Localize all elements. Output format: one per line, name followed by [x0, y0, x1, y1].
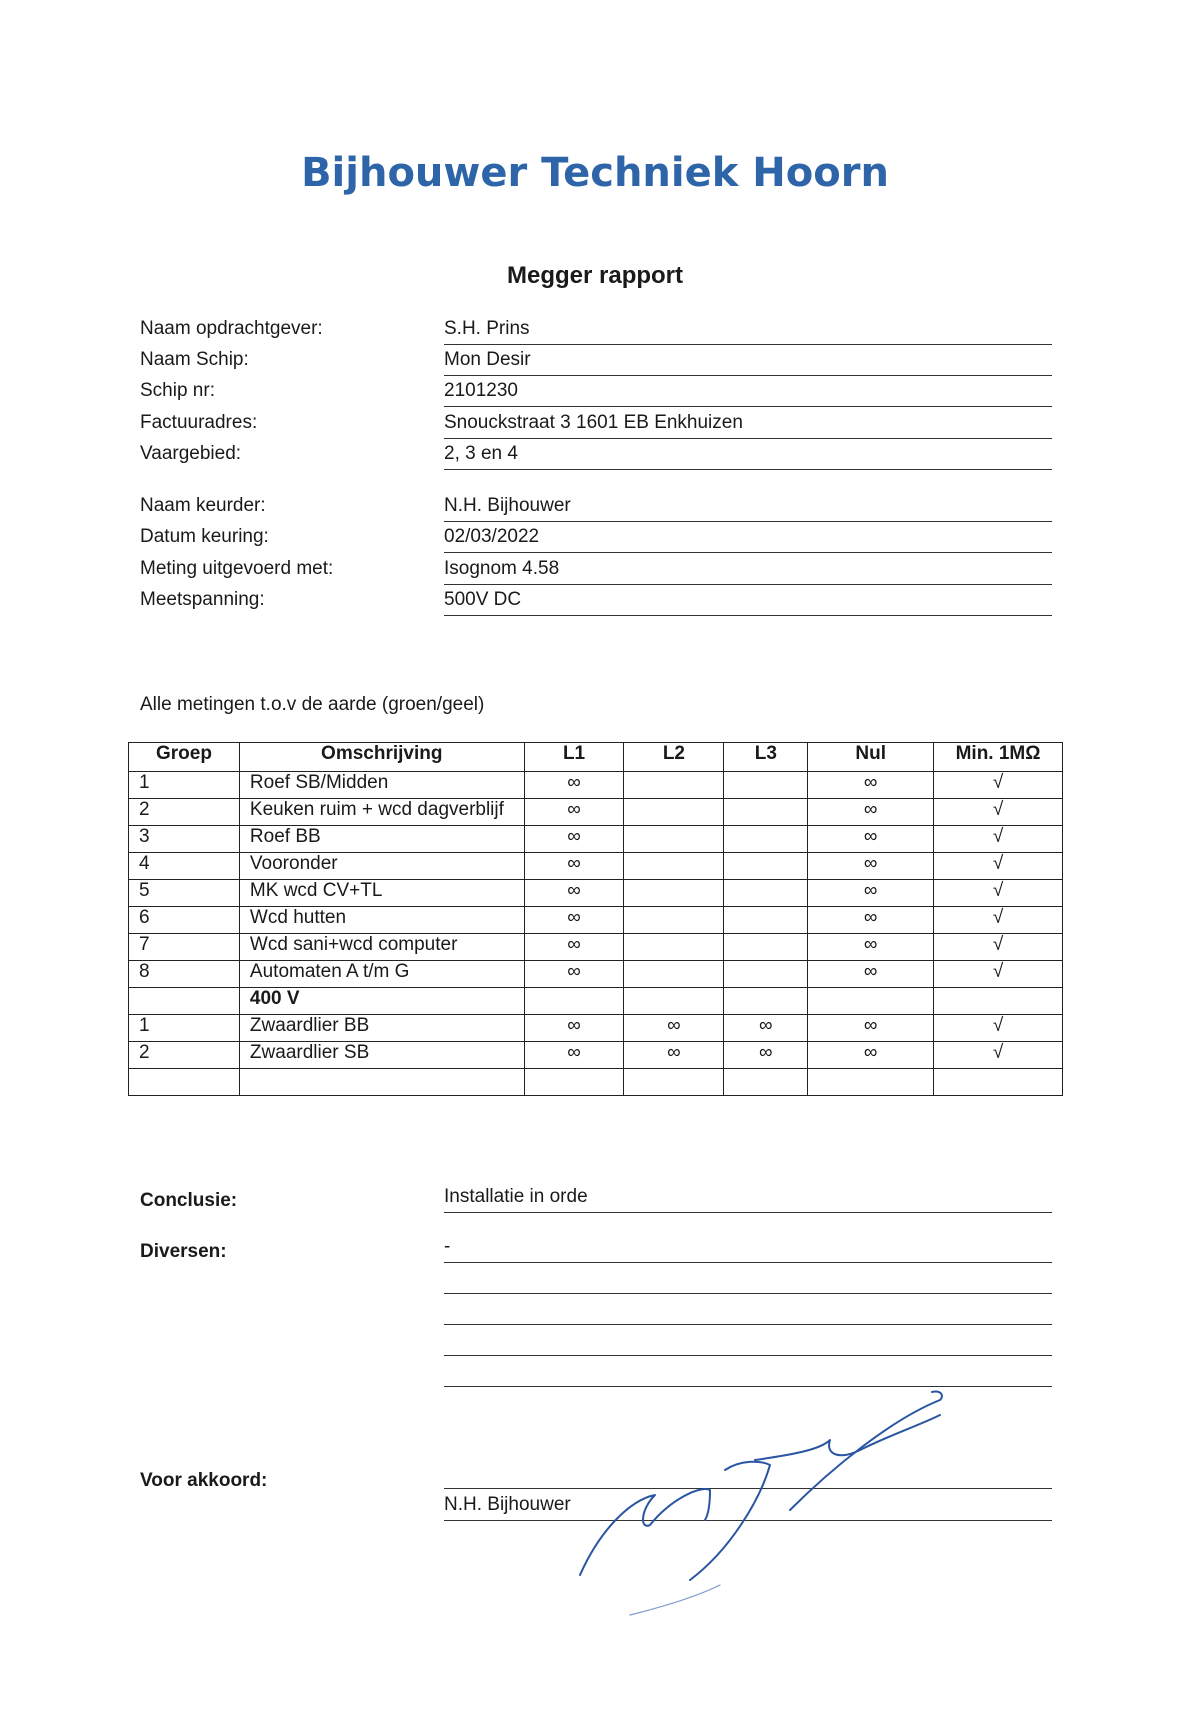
table-header-row [129, 743, 1063, 772]
table-row [129, 988, 1063, 1015]
cell-description: MK wcd CV+TL [239, 880, 524, 907]
cell-l3 [724, 988, 808, 1015]
cell-min-resistance: √ [934, 961, 1063, 988]
cell-l1 [524, 1069, 624, 1096]
field-value: 2, 3 en 4 [444, 443, 1052, 470]
cell-neutral: ∞ [808, 961, 934, 988]
cell-neutral: ∞ [808, 1042, 934, 1069]
field-label: Schip nr: [140, 380, 215, 401]
cell-l1: ∞ [524, 1042, 624, 1069]
field-label: Factuuradres: [140, 412, 258, 433]
field-value: Isognom 4.58 [444, 558, 1052, 585]
cell-group: 3 [129, 826, 240, 853]
cell-group: 4 [129, 853, 240, 880]
table-row [129, 1042, 1063, 1069]
cell-l3 [724, 934, 808, 961]
cell-l2 [624, 772, 724, 799]
field-label: Naam keurder: [140, 495, 266, 516]
cell-description: Zwaardlier SB [239, 1042, 524, 1069]
cell-l2 [624, 880, 724, 907]
field-invoice-address [140, 412, 1052, 442]
field-value: N.H. Bijhouwer [444, 495, 1052, 522]
cell-l3: ∞ [724, 1042, 808, 1069]
cell-l1: ∞ [524, 1015, 624, 1042]
field-label: Naam Schip: [140, 349, 249, 370]
table-row [129, 934, 1063, 961]
cell-l2: ∞ [624, 1015, 724, 1042]
field-sailing-area [140, 443, 1052, 473]
cell-description: 400 V [239, 988, 524, 1015]
cell-neutral: ∞ [808, 934, 934, 961]
cell-l2 [624, 907, 724, 934]
cell-l3 [724, 772, 808, 799]
cell-neutral [808, 988, 934, 1015]
cell-l2 [624, 988, 724, 1015]
cell-description: Wcd hutten [239, 907, 524, 934]
field-value: S.H. Prins [444, 318, 1052, 345]
cell-l3 [724, 853, 808, 880]
field-label: Datum keuring: [140, 526, 269, 547]
field-value: 2101230 [444, 380, 1052, 407]
cell-min-resistance: √ [934, 826, 1063, 853]
cell-group: 5 [129, 880, 240, 907]
field-label: Naam opdrachtgever: [140, 318, 323, 339]
field-inspector [140, 495, 1052, 525]
cell-l1: ∞ [524, 772, 624, 799]
cell-l2 [624, 961, 724, 988]
cell-min-resistance [934, 988, 1063, 1015]
cell-group: 6 [129, 907, 240, 934]
cell-description: Roef SB/Midden [239, 772, 524, 799]
cell-neutral: ∞ [808, 1015, 934, 1042]
cell-l1: ∞ [524, 934, 624, 961]
cell-min-resistance: √ [934, 1015, 1063, 1042]
cell-description [239, 1069, 524, 1096]
misc-line [444, 1267, 1052, 1294]
cell-l1: ∞ [524, 961, 624, 988]
header-group: Groep [129, 743, 240, 772]
report-title: Megger rapport [506, 262, 683, 289]
table-row [129, 961, 1063, 988]
cell-group: 2 [129, 799, 240, 826]
cell-description: Vooronder [239, 853, 524, 880]
field-value: Mon Desir [444, 349, 1052, 376]
field-value: Snouckstraat 3 1601 EB Enkhuizen [444, 412, 1052, 439]
cell-group: 1 [129, 1015, 240, 1042]
cell-min-resistance [934, 1069, 1063, 1096]
cell-neutral: ∞ [808, 799, 934, 826]
cell-l3 [724, 1069, 808, 1096]
measurement-table [128, 742, 1063, 1096]
cell-description: Wcd sani+wcd computer [239, 934, 524, 961]
cell-l2 [624, 1069, 724, 1096]
cell-l2 [624, 853, 724, 880]
misc-line [444, 1329, 1052, 1356]
conclusion-label: Conclusie: [140, 1190, 238, 1211]
cell-l2 [624, 799, 724, 826]
cell-group: 7 [129, 934, 240, 961]
field-test-voltage [140, 589, 1052, 619]
header-description: Omschrijving [239, 743, 524, 772]
conclusion-value: Installatie in orde [444, 1186, 1052, 1213]
cell-description: Zwaardlier BB [239, 1015, 524, 1042]
measurement-note: Alle metingen t.o.v de aarde (groen/geel) [140, 694, 485, 715]
cell-l1: ∞ [524, 880, 624, 907]
table-row [129, 907, 1063, 934]
cell-min-resistance: √ [934, 772, 1063, 799]
field-ship-number [140, 380, 1052, 410]
field-inspection-date [140, 526, 1052, 556]
cell-min-resistance: √ [934, 934, 1063, 961]
cell-l2: ∞ [624, 1042, 724, 1069]
cell-group [129, 988, 240, 1015]
field-label: Meetspanning: [140, 589, 265, 610]
approval-label: Voor akkoord: [140, 1470, 268, 1491]
cell-l3 [724, 961, 808, 988]
cell-group [129, 1069, 240, 1096]
cell-neutral: ∞ [808, 826, 934, 853]
company-name: Bijhouwer Techniek Hoorn [301, 150, 889, 196]
cell-group: 1 [129, 772, 240, 799]
cell-l3 [724, 799, 808, 826]
cell-l1 [524, 988, 624, 1015]
cell-neutral: ∞ [808, 772, 934, 799]
field-instrument [140, 558, 1052, 588]
misc-line: - [444, 1236, 1052, 1263]
field-ship-name [140, 349, 1052, 379]
cell-neutral: ∞ [808, 853, 934, 880]
cell-l1: ∞ [524, 907, 624, 934]
cell-l1: ∞ [524, 826, 624, 853]
cell-l3 [724, 880, 808, 907]
field-label: Meting uitgevoerd met: [140, 558, 334, 579]
table-row [129, 880, 1063, 907]
cell-neutral: ∞ [808, 880, 934, 907]
header-min-resistance: Min. 1MΩ [934, 743, 1063, 772]
cell-l1: ∞ [524, 799, 624, 826]
field-value: 500V DC [444, 589, 1052, 616]
cell-group: 2 [129, 1042, 240, 1069]
cell-min-resistance: √ [934, 799, 1063, 826]
field-client [140, 318, 1052, 348]
approver-name: N.H. Bijhouwer [444, 1494, 1052, 1521]
table-row [129, 826, 1063, 853]
field-value: 02/03/2022 [444, 526, 1052, 553]
header-neutral: Nul [808, 743, 934, 772]
cell-l3 [724, 907, 808, 934]
cell-l2 [624, 934, 724, 961]
cell-description: Automaten A t/m G [239, 961, 524, 988]
table-row [129, 799, 1063, 826]
cell-description: Keuken ruim + wcd dagverblijf [239, 799, 524, 826]
cell-description: Roef BB [239, 826, 524, 853]
cell-group: 8 [129, 961, 240, 988]
table-row [129, 853, 1063, 880]
cell-neutral [808, 1069, 934, 1096]
cell-l3: ∞ [724, 1015, 808, 1042]
header-l2: L2 [624, 743, 724, 772]
table-row [129, 1015, 1063, 1042]
cell-min-resistance: √ [934, 1042, 1063, 1069]
cell-l3 [724, 826, 808, 853]
cell-l1: ∞ [524, 853, 624, 880]
table-row [129, 1069, 1063, 1096]
misc-label: Diversen: [140, 1241, 227, 1262]
cell-min-resistance: √ [934, 880, 1063, 907]
handwritten-signature [560, 1380, 960, 1640]
cell-min-resistance: √ [934, 853, 1063, 880]
cell-neutral: ∞ [808, 907, 934, 934]
misc-line [444, 1298, 1052, 1325]
cell-l2 [624, 826, 724, 853]
cell-min-resistance: √ [934, 907, 1063, 934]
header-l1: L1 [524, 743, 624, 772]
header-l3: L3 [724, 743, 808, 772]
field-label: Vaargebied: [140, 443, 242, 464]
table-row [129, 772, 1063, 799]
